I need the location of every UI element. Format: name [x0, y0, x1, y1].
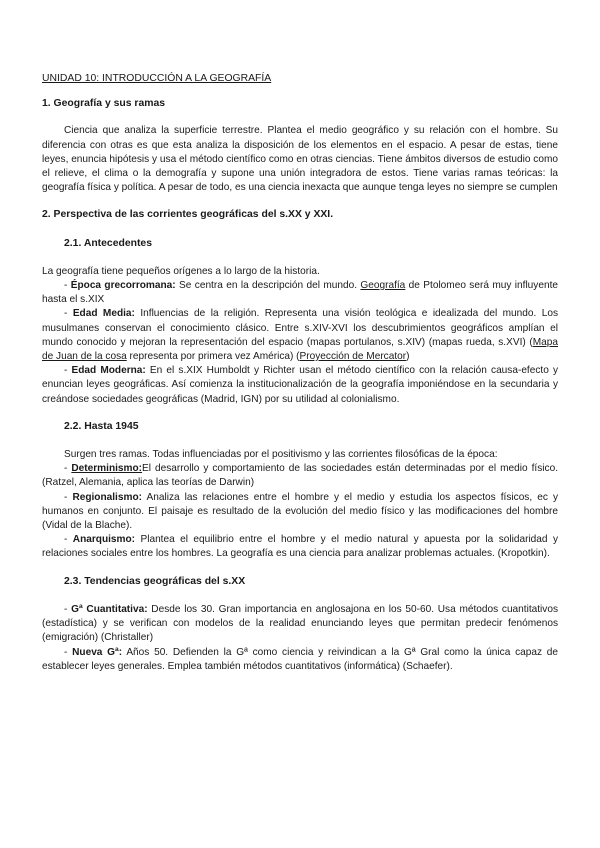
list-item-epoca-grecorromana — [42, 279, 558, 307]
list-term: Nueva Gª: — [72, 646, 123, 658]
list-text: Años 50. Defienden la Gª como ciencia y reivindican a la Gª Gral como la única capaz de establecer leyes generales. Emplea también métodos cuantitativos (informática) (Schaefer). — [42, 646, 558, 672]
list-item-anarquismo — [42, 533, 558, 561]
list-text: ) — [406, 351, 410, 363]
list-dash: - — [64, 646, 73, 658]
list-text: El desarrollo y comportamiento de las sociedades están determinadas por el medio físico. (Ratzel, Alemania, aplica las teorías de Darwin) — [42, 463, 558, 489]
list-text: representa por primera vez América) ( — [126, 351, 300, 363]
list-term: Anarquismo: — [72, 534, 136, 546]
list-item-determinismo — [42, 462, 558, 490]
list-text: Influencias de la religión. Representa una visión teológica e idealizada del mundo. Los musulmanes conservan el conocimiento clásico. Entre s.XIV-XVI los descubrimientos geográficos amplían el mundo conocido y mejoran la representación del espacio (mapas portulanos, s.XIV) (mapas rueda, s.XVI) ( — [42, 308, 559, 348]
section-2-3-heading: 2.3. Tendencias geográficas del s.XX — [64, 575, 246, 587]
section-1-paragraph: Ciencia que analiza la superficie terrestre. Plantea el medio geográfico y su relación con el hombre. Su diferencia con otras es que esta analiza la disposición de los elementos en el espacio. A pesar de estas, tiene leyes, enuncia hipótesis y usa el método científico como en otras ciencias. Tiene ámbitos diversos de estudio como el relieve, el clima o la demografía y supone una unión integradora de estos. Tiene varias ramas teóricas: la geografía física y política. A pesar de todo, es una ciencia inexacta que aunque tenga leyes no siempre se cumplen — [42, 125, 558, 194]
list-item-edad-moderna — [42, 364, 558, 407]
list-term: Gª Cuantitativa: — [71, 603, 148, 615]
list-term: Determinismo: — [71, 463, 143, 475]
list-text: En el s.XIX Humboldt y Richter usan el método científico con la relación causa-efecto y enuncian leyes geográficas. Así comienza la institucionalización de la geografía imponiéndose en la secundaria y creándose sociedades geográficas (Madrid, IGN) por su utilidad al colonialismo. — [42, 365, 559, 405]
list-dash: - — [64, 534, 73, 546]
list-term: Edad Moderna: — [71, 365, 146, 377]
list-text: Plantea el equilibrio entre el hombre y el medio natural y apuesta por la solidaridad y relaciones sociales entre los hombres. La geografía es una ciencia para analizar problemas actuales. (Kropotkin). — [42, 534, 558, 560]
list-text: Se centra en la descripción del mundo. — [175, 280, 361, 292]
mapa-juan-de-la-cosa-link[interactable]: Mapa de Juan de la cosa — [42, 336, 558, 363]
section-2-1-intro: La geografía tiene pequeños orígenes a lo largo de la historia. — [42, 265, 320, 277]
list-item-nueva-ga — [42, 646, 558, 674]
list-item-ga-cuantitativa — [42, 603, 558, 646]
list-text: Desde los 30. Gran importancia en anglosajona en los 50-60. Usa métodos cuantitativos (estadística) y se verifican con modelos de la realidad enunciando leyes que permitan predecir fenómenos (emigración) (Christaller) — [42, 603, 559, 644]
section-2-1-heading: 2.1. Antecedentes — [64, 237, 152, 249]
section-2-2-intro: Surgen tres ramas. Todas influenciadas por el positivismo y las corrientes filosóficas de la época: — [64, 449, 498, 461]
list-term: Regionalismo: — [72, 491, 142, 503]
list-dash: - — [64, 308, 73, 320]
list-term: Época grecorromana: — [70, 280, 176, 292]
proyeccion-mercator-link[interactable]: Proyección de Mercator — [299, 351, 407, 363]
list-dash: - — [64, 280, 71, 292]
list-text: de Ptolomeo será muy influyente hasta el s.XIX — [42, 280, 558, 306]
list-dash: - — [64, 491, 73, 503]
list-dash: - — [64, 603, 72, 615]
geografia-link[interactable]: Geografía — [360, 280, 406, 292]
list-term: Edad Media: — [72, 308, 135, 320]
section-1-heading: 1. Geografía y sus ramas — [42, 98, 166, 110]
list-dash: - — [64, 365, 72, 377]
list-item-edad-media — [42, 307, 558, 364]
document-page — [42, 72, 558, 674]
section-2-2-heading: 2.2. Hasta 1945 — [64, 420, 139, 432]
unit-title: UNIDAD 10: INTRODUCCIÓN A LA GEOGRAFÍA — [42, 73, 272, 84]
section-2-heading: 2. Perspectiva de las corrientes geográficas del s.XX y XXI. — [42, 209, 334, 221]
list-text: Analiza las relaciones entre el hombre y el medio y estudia los aspectos físicos, ec y humanos en conjunto. El paisaje es resultado de la evolución del medio físico y las modificaciones del hombre (Vidal de la Blache). — [42, 491, 559, 532]
list-dash: - — [64, 463, 72, 475]
list-item-regionalismo — [42, 491, 558, 534]
